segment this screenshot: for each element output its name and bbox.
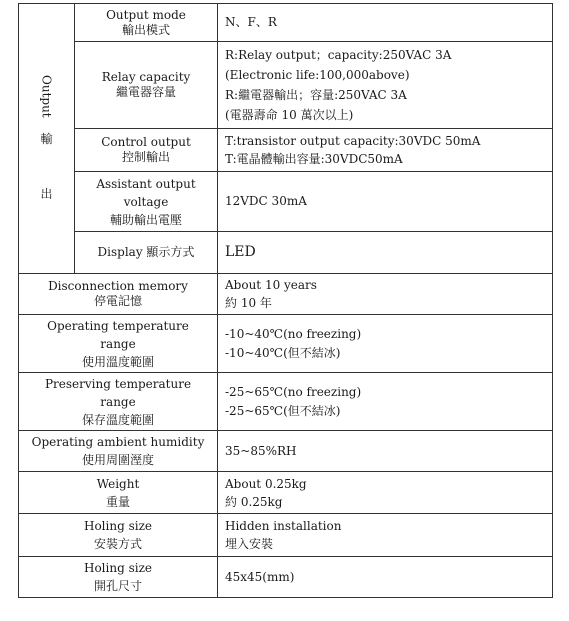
spec-value: -25~65℃(no freezing) -25~65℃(但不結冰) (218, 373, 553, 431)
spec-row-disconnection-memory (19, 274, 553, 315)
spec-row-assistant-voltage (19, 172, 553, 232)
spec-value: 35~85%RH (218, 431, 553, 472)
spec-label: Weight 重量 (19, 472, 218, 514)
spec-row-relay-capacity (19, 42, 553, 129)
spec-value: R:Relay output；capacity:250VAC 3A (Electronic life:100,000above) R:繼電器輸出；容量:250VAC 3A (電器壽命 10 萬次以上) (218, 42, 553, 129)
spec-value: T:transistor output capacity:30VDC 50mA T:電晶體輸出容量:30VDC50mA (218, 129, 553, 172)
spec-label: Control output 控制輸出 (75, 129, 218, 172)
spec-label: Display 顯示方式 (75, 232, 218, 274)
spec-row-control-output (19, 129, 553, 172)
spec-row-humidity (19, 431, 553, 472)
spec-label: Relay capacity 繼電器容量 (75, 42, 218, 129)
spec-row-display (19, 232, 553, 274)
spec-value: -10~40℃(no freezing) -10~40℃(但不結冰) (218, 315, 553, 373)
output-group-label-en: Output (39, 75, 54, 118)
output-group-label-cjk-2: 出 (40, 186, 53, 201)
spec-value: About 0.25kg 約 0.25kg (218, 472, 553, 514)
spec-label: Assistant output voltage 輔助輸出電壓 (75, 172, 218, 232)
spec-row-weight (19, 472, 553, 514)
spec-row-holing-size (19, 557, 553, 598)
spec-label: Operating ambient humidity 使用周圍溼度 (19, 431, 218, 472)
spec-row-preserving-temperature (19, 373, 553, 431)
spec-label: Holing size 開孔尺寸 (19, 557, 218, 598)
spec-label: Preserving temperature range 保存溫度範圍 (19, 373, 218, 431)
output-group-label-cjk-1: 輸 (40, 131, 53, 146)
spec-value: About 10 years 約 10 年 (218, 274, 553, 315)
spec-row-installation (19, 514, 553, 557)
output-group-cell (19, 4, 75, 274)
spec-label: Operating temperature range 使用溫度範圍 (19, 315, 218, 373)
spec-value: Hidden installation 埋入安裝 (218, 514, 553, 557)
spec-value: 12VDC 30mA (218, 172, 553, 232)
spec-label: Holing size 安裝方式 (19, 514, 218, 557)
spec-row-operating-temperature (19, 315, 553, 373)
spec-label: Output mode 輸出模式 (75, 4, 218, 42)
spec-value: LED (218, 232, 553, 274)
spec-label: Disconnection memory 停電記憶 (19, 274, 218, 315)
spec-table (18, 3, 553, 598)
spec-value: N、F、R (218, 4, 553, 42)
spec-value: 45x45(mm) (218, 557, 553, 598)
spec-row-output-mode (19, 4, 553, 42)
